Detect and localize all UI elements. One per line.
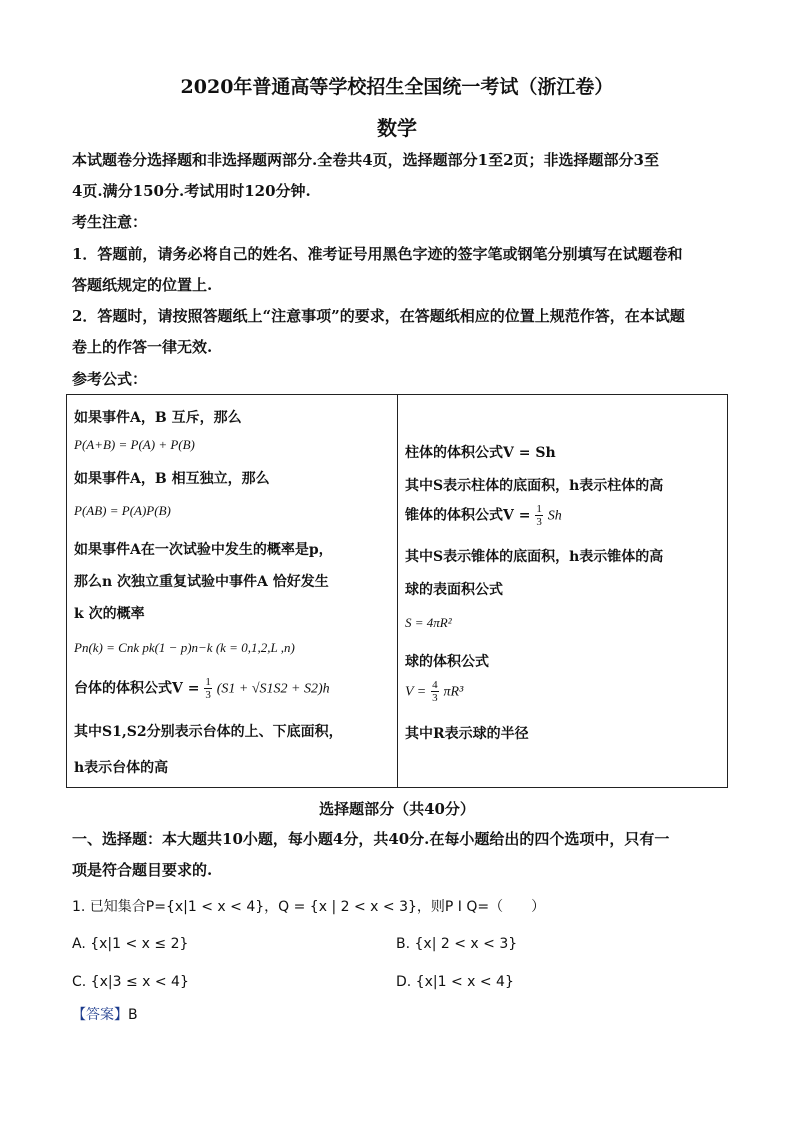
formula-left-2: P(A+B) = P(A) + P(B): [74, 437, 195, 452]
sphere-suffix: πR³: [443, 684, 464, 700]
sphere-frac-num: 4: [432, 679, 438, 691]
frustum-fraction: [204, 676, 212, 701]
formula-right-9: 其中R表示球的半径: [405, 726, 529, 742]
notice-title: 考生注意：: [72, 213, 148, 231]
cone-fraction: [535, 503, 543, 528]
formula-right-1: 柱体的体积公式V = Sh: [405, 445, 556, 461]
formula-left-1: 如果事件A，B 互斥，那么: [74, 410, 242, 426]
question-1-answer: [72, 1004, 138, 1024]
formula-table: [66, 394, 728, 788]
table-divider: [397, 395, 398, 787]
section-instruction-2: 项是符合题目要求的.: [72, 861, 213, 879]
section-title: 选择题部分（共40分）: [319, 800, 475, 818]
question-1-stem: 1. 已知集合P={x|1 < x < 4}，Q = {x | 2 < x < 3}，则P I Q=（ ）: [72, 899, 546, 915]
formula-left-7: k 次的概率: [74, 606, 145, 622]
frustum-volume-formula: [74, 676, 330, 701]
notice-1-line-1: 1．答题前，请务必将自己的姓名、准考证号用黑色字迹的签字笔或钢笔分别填写在试题卷和: [72, 245, 683, 263]
formula-left-11: h表示台体的高: [74, 760, 169, 776]
sphere-fraction: [431, 679, 439, 704]
sphere-prefix: V =: [405, 684, 427, 700]
subject-title: 数学: [377, 116, 417, 140]
frustum-frac-den: 3: [205, 689, 211, 701]
answer-value: B: [128, 1007, 138, 1023]
question-1-option-c: C. {x|3 ≤ x < 4}: [72, 974, 189, 990]
frustum-suffix: (S1 + √S1S2 + S2)h: [216, 681, 330, 697]
exam-title: 2020年普通高等学校招生全国统一考试（浙江卷）: [180, 76, 614, 98]
formula-right-5: 球的表面积公式: [405, 582, 503, 598]
cone-volume-formula: [405, 503, 562, 528]
formula-left-3: 如果事件A，B 相互独立，那么: [74, 471, 270, 487]
question-1-option-b: B. {x| 2 < x < 3}: [396, 936, 518, 952]
question-1-option-d: D. {x|1 < x < 4}: [396, 974, 514, 990]
formula-right-2: 其中S表示柱体的底面积，h表示柱体的高: [405, 478, 664, 494]
formula-left-4: P(AB) = P(A)P(B): [74, 503, 171, 518]
formula-right-6: S = 4πR²: [405, 615, 452, 630]
formula-right-7: 球的体积公式: [405, 654, 489, 670]
frustum-frac-num: 1: [205, 676, 211, 688]
formula-title: 参考公式：: [72, 370, 148, 388]
formula-left-10: 其中S1,S2分别表示台体的上、下底面积，: [74, 724, 343, 740]
notice-2-line-2: 卷上的作答一律无效.: [72, 338, 213, 356]
formula-left-6: 那么n 次独立重复试验中事件A 恰好发生: [74, 574, 329, 590]
section-instruction-1: 一、选择题：本大题共10小题，每小题4分，共40分.在每小题给出的四个选项中，只有一: [72, 830, 670, 848]
formula-left-5: 如果事件A在一次试验中发生的概率是p，: [74, 542, 333, 558]
frustum-prefix: 台体的体积公式V =: [74, 680, 200, 697]
cone-frac-num: 1: [536, 503, 542, 515]
formula-left-8: Pn(k) = Cnk pk(1 − p)n−k (k = 0,1,2,L ,n): [74, 640, 295, 655]
cone-suffix: Sh: [547, 508, 562, 524]
intro-line-2: 4页.满分150分.考试用时120分钟.: [72, 182, 311, 200]
sphere-volume-formula: [405, 679, 463, 704]
intro-line-1: 本试题卷分选择题和非选择题两部分.全卷共4页，选择题部分1至2页；非选择题部分3至: [72, 151, 659, 169]
sphere-frac-den: 3: [432, 692, 438, 704]
notice-1-line-2: 答题纸规定的位置上.: [72, 276, 213, 294]
formula-right-4: 其中S表示锥体的底面积，h表示锥体的高: [405, 549, 664, 565]
cone-frac-den: 3: [536, 516, 542, 528]
cone-prefix: 锥体的体积公式V =: [405, 507, 531, 524]
answer-tag: 【答案】: [72, 1007, 128, 1023]
notice-2-line-1: 2．答题时，请按照答题纸上“注意事项”的要求，在答题纸相应的位置上规范作答，在本试题: [72, 307, 685, 325]
question-1-option-a: A. {x|1 < x ≤ 2}: [72, 936, 189, 952]
